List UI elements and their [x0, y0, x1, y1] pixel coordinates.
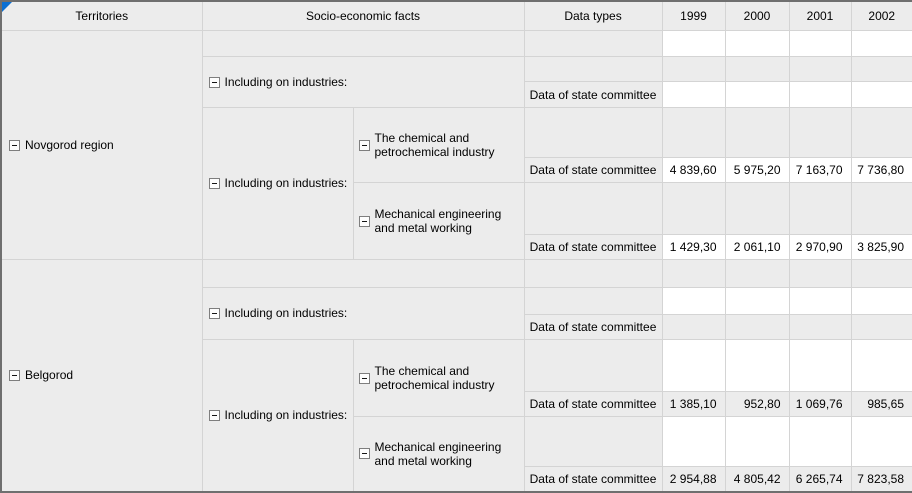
column-header-label: Data types: [564, 9, 622, 23]
industry-cell-mechanical[interactable]: [353, 183, 524, 260]
value-cell[interactable]: [789, 108, 851, 158]
value-cell[interactable]: 2 970,90: [789, 235, 851, 260]
collapse-minus-icon[interactable]: [209, 410, 220, 421]
value-cell[interactable]: [725, 288, 789, 315]
socio-fact-cell-empty[interactable]: [202, 31, 524, 57]
column-header-data-types[interactable]: [524, 1, 662, 31]
value-cell[interactable]: 1 429,30: [662, 235, 725, 260]
column-header-label: 1999: [680, 9, 707, 23]
data-type-cell-empty[interactable]: [524, 31, 662, 57]
value-cell[interactable]: 2 954,88: [662, 467, 725, 492]
value-cell[interactable]: 2 061,10: [725, 235, 789, 260]
value-cell[interactable]: [662, 340, 725, 392]
collapse-minus-icon[interactable]: [9, 370, 20, 381]
value-cell[interactable]: 4 805,42: [725, 467, 789, 492]
collapse-minus-icon[interactable]: [359, 140, 370, 151]
value-cell[interactable]: [789, 315, 851, 340]
value-cell[interactable]: 5 975,20: [725, 158, 789, 183]
value-cell[interactable]: [851, 108, 912, 158]
fact-label: Including on industries:: [224, 408, 348, 423]
fact-label: Including on industries:: [224, 306, 348, 321]
data-type-cell[interactable]: [524, 158, 662, 183]
industry-label: The chemical and petrochemical industry: [374, 130, 495, 159]
value-cell[interactable]: [851, 260, 912, 288]
including-industries-cell[interactable]: [202, 57, 524, 108]
data-type-label: Data of state committee: [529, 320, 657, 334]
including-industries-cell[interactable]: [202, 108, 353, 260]
data-type-label: Data of state committee: [529, 471, 657, 486]
column-header-year-1999[interactable]: [662, 1, 725, 31]
fact-label: Including on industries:: [224, 176, 348, 191]
value-cell[interactable]: [789, 260, 851, 288]
value-cell[interactable]: [725, 315, 789, 340]
value-cell[interactable]: [789, 417, 851, 467]
data-type-cell-empty[interactable]: [524, 108, 662, 158]
data-type-cell[interactable]: [524, 82, 662, 108]
collapse-minus-icon[interactable]: [359, 448, 370, 459]
value-cell[interactable]: [662, 31, 725, 57]
collapse-minus-icon[interactable]: [209, 77, 220, 88]
socio-fact-cell-empty[interactable]: [202, 260, 524, 288]
data-type-cell-empty[interactable]: [524, 340, 662, 392]
value-cell[interactable]: 7 163,70: [789, 158, 851, 183]
value-cell[interactable]: 1 069,76: [789, 392, 851, 417]
value-cell[interactable]: [662, 288, 725, 315]
value-cell[interactable]: [725, 260, 789, 288]
data-type-cell-empty[interactable]: [524, 288, 662, 315]
header-row: [1, 1, 912, 31]
collapse-minus-icon[interactable]: [209, 178, 220, 189]
value-cell[interactable]: [851, 82, 912, 108]
column-header-label: Socio-economic facts: [305, 9, 421, 23]
industry-cell-mechanical[interactable]: [353, 417, 524, 492]
value-cell[interactable]: [851, 57, 912, 82]
value-cell[interactable]: 1 385,10: [662, 392, 725, 417]
data-type-cell[interactable]: [524, 467, 662, 492]
value-cell[interactable]: [851, 31, 912, 57]
data-type-cell-empty[interactable]: [524, 57, 662, 82]
value-cell[interactable]: [789, 57, 851, 82]
data-type-cell-empty[interactable]: [524, 417, 662, 467]
collapse-minus-icon[interactable]: [9, 140, 20, 151]
value-cell[interactable]: 985,65: [851, 392, 912, 417]
column-header-label: 2001: [806, 9, 834, 23]
data-type-cell[interactable]: [524, 235, 662, 260]
data-type-cell[interactable]: [524, 315, 662, 340]
industry-cell-chemical[interactable]: [353, 108, 524, 183]
territory-cell-belgorod[interactable]: [1, 260, 202, 492]
value-cell[interactable]: [851, 288, 912, 315]
value-cell[interactable]: [851, 417, 912, 467]
column-header-territories[interactable]: [1, 1, 202, 31]
value-cell[interactable]: [725, 183, 789, 235]
including-industries-cell[interactable]: [202, 340, 353, 492]
data-type-cell-empty[interactable]: [524, 260, 662, 288]
column-header-socio-economic-facts[interactable]: [202, 1, 524, 31]
corner-selection-triangle-icon: [2, 2, 12, 12]
value-cell[interactable]: [789, 82, 851, 108]
value-cell[interactable]: [662, 315, 725, 340]
column-header-year-2002[interactable]: [851, 1, 912, 31]
value-cell[interactable]: 952,80: [725, 392, 789, 417]
value-cell[interactable]: [725, 57, 789, 82]
column-header-label: 2000: [743, 9, 771, 23]
collapse-minus-icon[interactable]: [359, 373, 370, 384]
data-type-label: Data of state committee: [529, 240, 657, 254]
value-cell[interactable]: [725, 108, 789, 158]
industry-label: Mechanical engineering and metal working: [374, 439, 502, 468]
value-cell[interactable]: [851, 183, 912, 235]
value-cell[interactable]: [662, 57, 725, 82]
collapse-minus-icon[interactable]: [359, 216, 370, 227]
column-header-label: Territories: [75, 9, 129, 23]
territory-label: Belgorod: [25, 368, 74, 383]
data-type-label: Data of state committee: [529, 87, 657, 102]
value-cell[interactable]: [662, 183, 725, 235]
collapse-minus-icon[interactable]: [209, 308, 220, 319]
value-cell[interactable]: [725, 340, 789, 392]
data-type-cell-empty[interactable]: [524, 183, 662, 235]
territory-label: Novgorod region: [25, 137, 114, 152]
value-cell[interactable]: [725, 417, 789, 467]
fact-label: Including on industries:: [224, 74, 348, 89]
column-header-year-2001[interactable]: [789, 1, 851, 31]
table-row: [1, 260, 912, 288]
value-cell[interactable]: [789, 288, 851, 315]
value-cell[interactable]: [725, 31, 789, 57]
value-cell[interactable]: [789, 183, 851, 235]
data-type-cell[interactable]: [524, 392, 662, 417]
value-cell[interactable]: 7 823,58: [851, 467, 912, 492]
column-header-label: 2002: [868, 9, 896, 23]
value-cell[interactable]: 6 265,74: [789, 467, 851, 492]
industry-cell-chemical[interactable]: [353, 340, 524, 417]
territory-cell-novgorod[interactable]: [1, 31, 202, 260]
value-cell[interactable]: 3 825,90: [851, 235, 912, 260]
value-cell[interactable]: [662, 108, 725, 158]
value-cell[interactable]: [662, 417, 725, 467]
data-type-label: Data of state committee: [529, 397, 657, 411]
data-type-label: Data of state committee: [529, 163, 657, 177]
value-cell[interactable]: [789, 31, 851, 57]
column-header-year-2000[interactable]: [725, 1, 789, 31]
value-cell[interactable]: [789, 340, 851, 392]
table-row: [1, 31, 912, 57]
value-cell[interactable]: [851, 315, 912, 340]
including-industries-cell[interactable]: [202, 288, 524, 340]
value-cell[interactable]: [851, 340, 912, 392]
industry-label: Mechanical engineering and metal working: [374, 206, 502, 235]
value-cell[interactable]: 4 839,60: [662, 158, 725, 183]
value-cell[interactable]: 7 736,80: [851, 158, 912, 183]
value-cell[interactable]: [725, 82, 789, 108]
value-cell[interactable]: [662, 82, 725, 108]
industry-label: The chemical and petrochemical industry: [374, 363, 495, 392]
value-cell[interactable]: [662, 260, 725, 288]
